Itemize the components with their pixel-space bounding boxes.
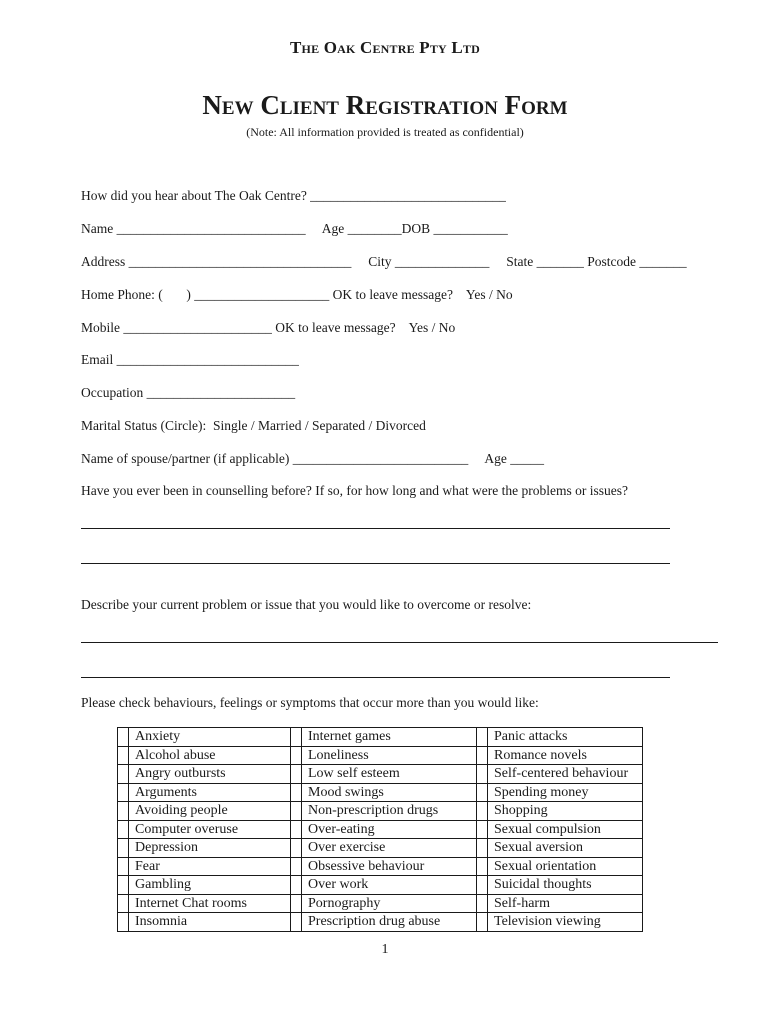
checkbox[interactable] xyxy=(118,728,129,747)
behaviour-label: Sexual compulsion xyxy=(488,820,643,839)
checkbox[interactable] xyxy=(291,783,302,802)
checklist-row xyxy=(118,820,643,839)
checkbox[interactable] xyxy=(477,802,488,821)
behaviour-label: Over exercise xyxy=(302,839,477,858)
behaviour-label: Computer overuse xyxy=(129,820,291,839)
checklist-row xyxy=(118,802,643,821)
address-field[interactable]: Address _________________________________ City ______________ State _______ Postcode _______ xyxy=(81,254,687,269)
behaviour-label: Anxiety xyxy=(129,728,291,747)
behaviour-label: Angry outbursts xyxy=(129,765,291,784)
checkbox[interactable] xyxy=(477,765,488,784)
checkbox[interactable] xyxy=(291,894,302,913)
problem-question: Describe your current problem or issue that you would like to overcome or resolve: xyxy=(81,597,532,612)
checkbox[interactable] xyxy=(477,820,488,839)
checkbox[interactable] xyxy=(477,728,488,747)
counselling-answer-line-1[interactable] xyxy=(81,528,670,529)
problem-answer-line-1[interactable] xyxy=(81,642,718,643)
checkbox[interactable] xyxy=(118,857,129,876)
behaviour-label: Avoiding people xyxy=(129,802,291,821)
behaviour-label: Panic attacks xyxy=(488,728,643,747)
checkbox[interactable] xyxy=(118,820,129,839)
behaviour-label: Loneliness xyxy=(302,746,477,765)
checkbox[interactable] xyxy=(118,913,129,932)
behaviour-label: Mood swings xyxy=(302,783,477,802)
behaviour-label: Gambling xyxy=(129,876,291,895)
behaviour-label: Low self esteem xyxy=(302,765,477,784)
checkbox[interactable] xyxy=(291,913,302,932)
behaviour-label: Sexual aversion xyxy=(488,839,643,858)
behaviour-label: Television viewing xyxy=(488,913,643,932)
checkbox[interactable] xyxy=(477,839,488,858)
checklist-row xyxy=(118,765,643,784)
checkbox[interactable] xyxy=(291,746,302,765)
checkbox[interactable] xyxy=(291,728,302,747)
checklist-row xyxy=(118,913,643,932)
checkbox[interactable] xyxy=(291,765,302,784)
checkbox[interactable] xyxy=(118,894,129,913)
behaviours-checklist xyxy=(117,727,643,932)
checkbox[interactable] xyxy=(118,746,129,765)
checkbox[interactable] xyxy=(291,820,302,839)
occupation-field[interactable]: Occupation ______________________ xyxy=(81,385,296,400)
behaviour-label: Arguments xyxy=(129,783,291,802)
checklist-row xyxy=(118,894,643,913)
behaviour-label: Over-eating xyxy=(302,820,477,839)
referral-source-field[interactable]: How did you hear about The Oak Centre? _____________________________ xyxy=(81,188,506,203)
mobile-field[interactable]: Mobile ______________________ OK to leave message? Yes / No xyxy=(81,320,456,335)
confidentiality-note: (Note: All information provided is treated as confidential) xyxy=(246,125,524,139)
checkbox[interactable] xyxy=(118,876,129,895)
behaviour-label: Depression xyxy=(129,839,291,858)
checklist-row xyxy=(118,728,643,747)
checklist-row xyxy=(118,857,643,876)
behaviour-label: Self-harm xyxy=(488,894,643,913)
behaviour-label: Internet Chat rooms xyxy=(129,894,291,913)
marital-status-field[interactable]: Marital Status (Circle): Single / Married / Separated / Divorced xyxy=(81,418,426,433)
counselling-answer-line-2[interactable] xyxy=(81,563,670,564)
behaviour-label: Over work xyxy=(302,876,477,895)
checkbox[interactable] xyxy=(477,913,488,932)
behaviour-label: Obsessive behaviour xyxy=(302,857,477,876)
spouse-field[interactable]: Name of spouse/partner (if applicable) __________________________ Age _____ xyxy=(81,451,545,466)
counselling-question: Have you ever been in counselling before? If so, for how long and what were the problems or issues? xyxy=(81,483,628,498)
checkbox[interactable] xyxy=(118,765,129,784)
checkbox[interactable] xyxy=(477,783,488,802)
page-number: 1 xyxy=(381,942,389,957)
behaviour-label: Sexual orientation xyxy=(488,857,643,876)
behaviour-label: Self-centered behaviour xyxy=(488,765,643,784)
checklist-row xyxy=(118,783,643,802)
checkbox[interactable] xyxy=(118,802,129,821)
checkbox[interactable] xyxy=(291,857,302,876)
checkbox[interactable] xyxy=(477,894,488,913)
checkbox[interactable] xyxy=(291,876,302,895)
behaviour-label: Fear xyxy=(129,857,291,876)
checklist-row xyxy=(118,839,643,858)
behaviour-label: Spending money xyxy=(488,783,643,802)
checkbox[interactable] xyxy=(477,746,488,765)
problem-answer-line-2[interactable] xyxy=(81,677,670,678)
name-age-dob-field[interactable]: Name ____________________________ Age ________DOB ___________ xyxy=(81,221,508,236)
home-phone-field[interactable]: Home Phone: ( ) ____________________ OK to leave message? Yes / No xyxy=(81,287,513,302)
behaviour-label: Insomnia xyxy=(129,913,291,932)
behaviours-question: Please check behaviours, feelings or symptoms that occur more than you would like: xyxy=(81,695,539,710)
checkbox[interactable] xyxy=(118,783,129,802)
behaviour-label: Shopping xyxy=(488,802,643,821)
form-title: New Client Registration Form xyxy=(202,90,568,120)
behaviour-label: Suicidal thoughts xyxy=(488,876,643,895)
behaviour-label: Romance novels xyxy=(488,746,643,765)
company-name: The Oak Centre Pty Ltd xyxy=(290,38,480,57)
checkbox[interactable] xyxy=(291,839,302,858)
behaviour-label: Non-prescription drugs xyxy=(302,802,477,821)
behaviour-label: Alcohol abuse xyxy=(129,746,291,765)
checkbox[interactable] xyxy=(118,839,129,858)
behaviour-label: Internet games xyxy=(302,728,477,747)
checkbox[interactable] xyxy=(477,876,488,895)
checkbox[interactable] xyxy=(477,857,488,876)
email-field[interactable]: Email ___________________________ xyxy=(81,352,299,367)
behaviour-label: Prescription drug abuse xyxy=(302,913,477,932)
checkbox[interactable] xyxy=(291,802,302,821)
behaviour-label: Pornography xyxy=(302,894,477,913)
checklist-row xyxy=(118,876,643,895)
checklist-row xyxy=(118,746,643,765)
